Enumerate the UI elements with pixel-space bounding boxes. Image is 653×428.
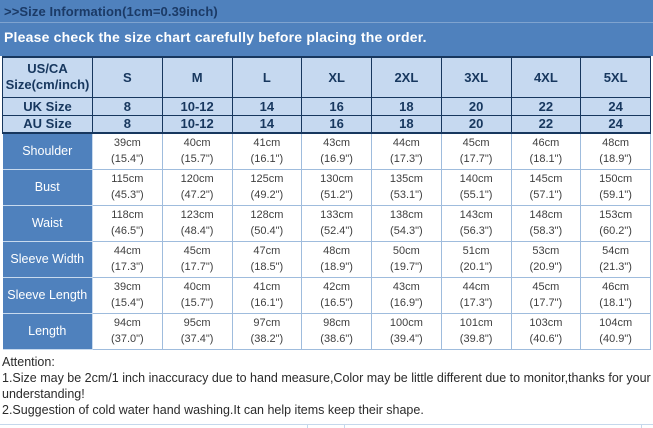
conversion-cell: 22 xyxy=(511,115,581,133)
conversion-cell: 24 xyxy=(581,97,651,115)
measurement-cell: 51cm (20.1") xyxy=(441,241,511,277)
measurement-cell: 140cm (55.1") xyxy=(441,169,511,205)
measurement-cell: 45cm (17.7") xyxy=(162,241,232,277)
measurement-row xyxy=(3,241,651,277)
size-header-cell: L xyxy=(232,57,302,97)
measurement-row xyxy=(3,205,651,241)
conversion-cell: 16 xyxy=(302,115,372,133)
conversion-row-label: AU Size xyxy=(3,115,93,133)
measurement-cell: 143cm (56.3") xyxy=(441,205,511,241)
measurement-cell: 41cm (16.1") xyxy=(232,277,302,313)
measurement-cell: 41cm (16.1") xyxy=(232,133,302,169)
size-header-cell: XL xyxy=(302,57,372,97)
measurement-cell: 95cm (37.4") xyxy=(162,313,232,349)
measurement-cell: 120cm (47.2") xyxy=(162,169,232,205)
size-table xyxy=(2,56,651,350)
measurement-cell: 104cm (40.9") xyxy=(581,313,651,349)
size-header-cell: 4XL xyxy=(511,57,581,97)
conversion-cell: 22 xyxy=(511,97,581,115)
cropped-next-table-edge xyxy=(0,424,653,428)
measurement-row xyxy=(3,277,651,313)
measurement-cell: 54cm (21.3") xyxy=(581,241,651,277)
measurement-cell: 50cm (19.7") xyxy=(372,241,442,277)
size-header-cell: S xyxy=(93,57,163,97)
measurement-row xyxy=(3,313,651,349)
measurement-cell: 153cm (60.2") xyxy=(581,205,651,241)
measurement-cell: 43cm (16.9") xyxy=(372,277,442,313)
measurement-cell: 101cm (39.8") xyxy=(441,313,511,349)
measurement-cell: 44cm (17.3") xyxy=(93,241,163,277)
measurement-row-label: Sleeve Length xyxy=(3,277,93,313)
measurement-cell: 45cm (17.7") xyxy=(511,277,581,313)
conversion-cell: 10-12 xyxy=(162,115,232,133)
measurement-row-label: Bust xyxy=(3,169,93,205)
measurement-row xyxy=(3,169,651,205)
measurement-cell: 48cm (18.9") xyxy=(581,133,651,169)
conversion-row-label: UK Size xyxy=(3,97,93,115)
measurement-cell: 145cm (57.1") xyxy=(511,169,581,205)
measurement-cell: 98cm (38.6") xyxy=(302,313,372,349)
conversion-cell: 8 xyxy=(93,115,163,133)
measurement-cell: 44cm (17.3") xyxy=(441,277,511,313)
measurement-cell: 48cm (18.9") xyxy=(302,241,372,277)
conversion-cell: 18 xyxy=(372,115,442,133)
size-header-cell: M xyxy=(162,57,232,97)
measurement-cell: 43cm (16.9") xyxy=(302,133,372,169)
measurement-cell: 125cm (49.2") xyxy=(232,169,302,205)
conversion-row xyxy=(3,97,651,115)
attention-section xyxy=(0,350,653,418)
conversion-cell: 14 xyxy=(232,115,302,133)
conversion-cell: 16 xyxy=(302,97,372,115)
conversion-cell: 24 xyxy=(581,115,651,133)
measurement-cell: 39cm (15.4") xyxy=(93,277,163,313)
measurement-cell: 138cm (54.3") xyxy=(372,205,442,241)
measurement-cell: 42cm (16.5") xyxy=(302,277,372,313)
measurement-cell: 47cm (18.5") xyxy=(232,241,302,277)
measurement-cell: 148cm (58.3") xyxy=(511,205,581,241)
size-header-cell: 2XL xyxy=(372,57,442,97)
measurement-cell: 45cm (17.7") xyxy=(441,133,511,169)
measurement-cell: 115cm (45.3") xyxy=(93,169,163,205)
conversion-cell: 20 xyxy=(441,115,511,133)
measurement-row xyxy=(3,133,651,169)
measurement-row-label: Shoulder xyxy=(3,133,93,169)
page-title: >>Size Information(1cm=0.39inch) xyxy=(0,0,653,23)
banner xyxy=(0,0,653,56)
size-header-cell: 3XL xyxy=(441,57,511,97)
attention-title: Attention: xyxy=(2,354,55,369)
attention-note-2: 2.Suggestion of cold water hand washing.It can help items keep their shape. xyxy=(2,402,424,417)
measurement-cell: 97cm (38.2") xyxy=(232,313,302,349)
measurement-cell: 40cm (15.7") xyxy=(162,133,232,169)
measurement-cell: 118cm (46.5") xyxy=(93,205,163,241)
conversion-cell: 8 xyxy=(93,97,163,115)
measurement-cell: 46cm (18.1") xyxy=(511,133,581,169)
page-subtitle: Please check the size chart carefully before placing the order. xyxy=(4,29,427,45)
measurement-cell: 150cm (59.1") xyxy=(581,169,651,205)
size-header-cell: 5XL xyxy=(581,57,651,97)
conversion-cell: 10-12 xyxy=(162,97,232,115)
measurement-cell: 94cm (37.0") xyxy=(93,313,163,349)
measurement-row-label: Length xyxy=(3,313,93,349)
conversion-cell: 18 xyxy=(372,97,442,115)
measurement-row-label: Sleeve Width xyxy=(3,241,93,277)
corner-header-cell: US/CA Size(cm/inch) xyxy=(3,57,93,97)
measurement-cell: 128cm (50.4") xyxy=(232,205,302,241)
measurement-cell: 40cm (15.7") xyxy=(162,277,232,313)
size-header-row xyxy=(3,57,651,97)
measurement-cell: 103cm (40.6") xyxy=(511,313,581,349)
measurement-cell: 130cm (51.2") xyxy=(302,169,372,205)
measurement-cell: 100cm (39.4") xyxy=(372,313,442,349)
attention-note-1: 1.Size may be 2cm/1 inch inaccuracy due to hand measure,Color may be little different due to monitor,thanks for your understanding! xyxy=(2,370,651,401)
measurement-cell: 46cm (18.1") xyxy=(581,277,651,313)
measurement-cell: 39cm (15.4") xyxy=(93,133,163,169)
conversion-row xyxy=(3,115,651,133)
measurement-cell: 135cm (53.1") xyxy=(372,169,442,205)
conversion-cell: 20 xyxy=(441,97,511,115)
measurement-cell: 123cm (48.4") xyxy=(162,205,232,241)
measurement-cell: 44cm (17.3") xyxy=(372,133,442,169)
measurement-cell: 133cm (52.4") xyxy=(302,205,372,241)
conversion-cell: 14 xyxy=(232,97,302,115)
measurement-cell: 53cm (20.9") xyxy=(511,241,581,277)
measurement-row-label: Waist xyxy=(3,205,93,241)
